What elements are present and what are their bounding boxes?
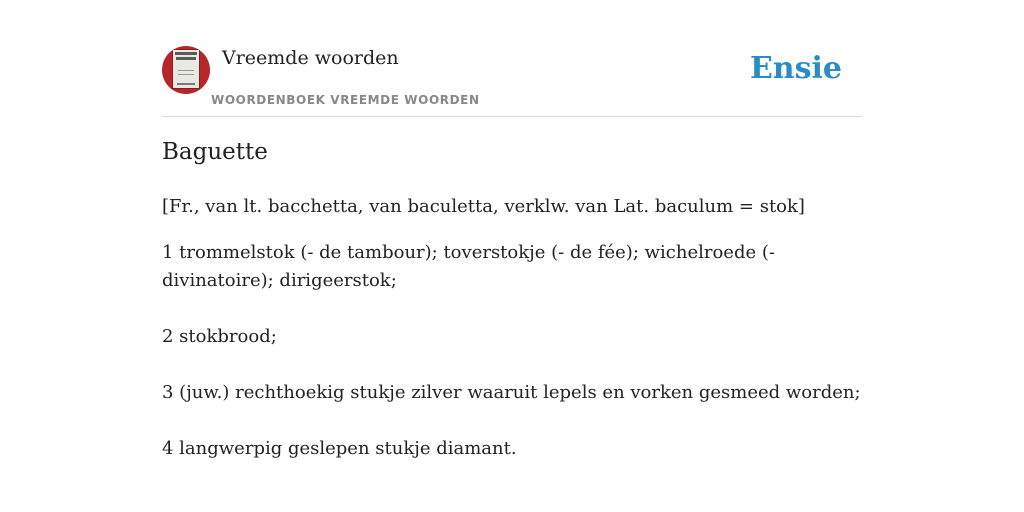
site-subtitle: WOORDENBOEK VREEMDE WOORDEN <box>211 93 480 107</box>
meaning-item: 2 stokbrood; <box>162 326 277 347</box>
meanings-list <box>162 239 862 491</box>
site-header <box>162 46 862 117</box>
brand-logo-link[interactable]: Ensie <box>749 51 842 86</box>
meaning-item: 1 trommelstok (- de tambour); toverstokje (- de fée); wichelroede (- divinatoire); dirigeerstok; <box>162 242 775 291</box>
etymology-text: [Fr., van lt. bacchetta, van baculetta, verklw. van Lat. baculum = stok] <box>162 196 805 217</box>
book-cover-icon[interactable] <box>162 46 210 94</box>
entry-card <box>162 46 862 459</box>
meaning-item: 4 langwerpig geslepen stukje diamant. <box>162 438 517 459</box>
meaning-item: 3 (juw.) rechthoekig stukje zilver waaruit lepels en vorken gesmeed worden; <box>162 382 861 403</box>
site-title-link[interactable]: Vreemde woorden <box>222 47 399 69</box>
entry-title: Baguette <box>162 139 268 165</box>
